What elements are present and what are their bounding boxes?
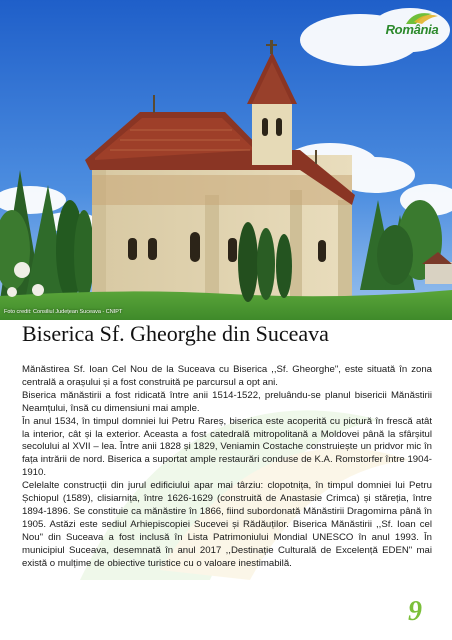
paragraph: În anul 1534, în timpul domniei lui Petru Rareș, biserica este acoperită cu pictură în frescă atât la interior, cât și la exterior. Aceasta a fost catedrală mitropolitană a Moldovei până la sfârșitul secolului al XVII – lea. Între anii 1828 și 1829, Veniamin Costache construiește un pridvor mic în fața intrării de nord. Biserica a suportat ample restaurări conduse de K.A. Romstorfer între 1904-1910.	[22, 415, 432, 479]
body-text	[22, 364, 432, 571]
page-title: Biserica Sf. Gheorghe din Suceava	[22, 321, 329, 346]
page-number: 9	[408, 596, 422, 627]
photo-credit: Foto credit: Consiliul Județean Suceava - CNIPT	[4, 309, 123, 315]
paragraph: Celelalte construcții din jurul edificiului apar mai târziu: clopotnița, în timpul domniei lui Petru Șchiopul (1589), clisiarnița, între 1626-1629 (construită de Anastasie Crimca) și stăreția, între 1894-1896. Se constituie ca mănăstire în 1866, fiind subordonată Mănăstirii Dragomirna până în 1905. Astăzi este sediul Arhiepiscopiei Sucevei și Rădăuților. Biserica Mănăstirii ,,Sf. Ioan cel Nou" din Suceava a fost inclusă în Lista Patrimoniului Mondial UNESCO în anul 1993. În municipiul Suceava, desemnată în anul 2017 ,,Destinație Culturală de Excelență EDEN" mai există o mulțime de obiective turistice cu o valoare inestimabilă.	[22, 480, 432, 569]
paragraph: Biserica mănăstirii a fost ridicată între anii 1514-1522, preluându-se planul bisericii Mănăstirii Neamțului, însă cu dimensiuni mai ample.	[22, 389, 432, 414]
romania-logo	[380, 8, 444, 46]
logo-text: România	[385, 22, 439, 37]
paragraph: Mănăstirea Sf. Ioan Cel Nou de la Suceava cu Biserica ,,Sf. Gheorghe", este situată în zona centrală a orașului și a fost construită pe parcursul a opt ani.	[22, 364, 432, 388]
